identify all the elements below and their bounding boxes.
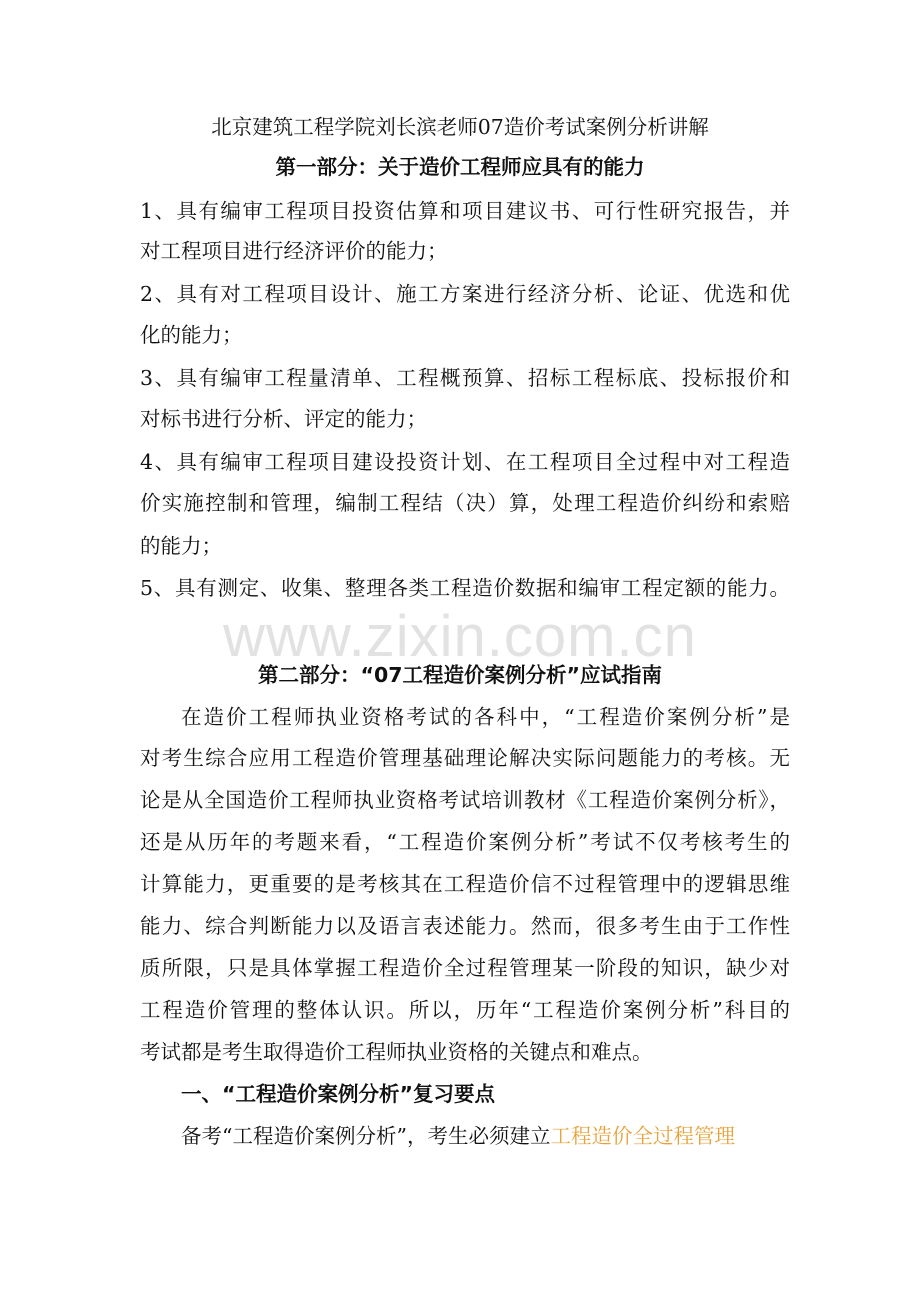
paragraph-line: 考试都是考生取得造价工程师执业资格的关键点和难点。	[140, 1040, 653, 1064]
part1-line: 5、具有测定、收集、整理各类工程造价数据和编审工程定额的能力。	[140, 576, 790, 600]
paragraph-line: 论是从全国造价工程师执业资格考试培训教材《工程造价案例分析》，	[140, 788, 790, 812]
paragraph-line: 工程造价管理的整体认识。所以，历年“工程造价案例分析”科目的	[140, 998, 790, 1022]
part1-line: 对工程项目进行经济评价的能力；	[140, 239, 448, 263]
paragraph-line: 能力、综合判断能力以及语言表述能力。然而，很多考生由于工作性	[140, 914, 790, 938]
paragraph-line: 对考生综合应用工程造价管理基础理论解决实际问题能力的考核。无	[140, 746, 790, 770]
part1-line: 价实施控制和管理，编制工程结（决）算，处理工程造价纠纷和索赔	[140, 491, 790, 515]
document-title: 北京建筑工程学院刘长滨老师07造价考试案例分析讲解	[211, 115, 709, 139]
watermark: www.zixin.com.cn	[223, 604, 697, 669]
paragraph-line: 还是从历年的考题来看，“工程造价案例分析”考试不仅考核考生的	[140, 830, 790, 854]
paragraph-line: 计算能力，更重要的是考核其在工程造价信不过程管理中的逻辑思维	[140, 872, 790, 896]
part1-heading: 第一部分：关于造价工程师应具有的能力	[275, 155, 645, 179]
part1-line: 1、具有编审工程项目投资估算和项目建议书、可行性研究报告，并	[140, 199, 790, 223]
part1-line: 3、具有编审工程量清单、工程概预算、招标工程标底、投标报价和	[140, 366, 790, 390]
part1-line: 的能力；	[140, 534, 222, 558]
part1-line: 化的能力；	[140, 323, 243, 347]
last-line-text: 备考“工程造价案例分析”，考生必须建立	[181, 1124, 551, 1148]
paragraph-line: 在造价工程师执业资格考试的各科中，“工程造价案例分析”是	[181, 705, 790, 729]
part1-line: 对标书进行分析、评定的能力；	[140, 407, 427, 431]
review-points-heading: 一、“工程造价案例分析”复习要点	[181, 1082, 495, 1106]
part1-line: 4、具有编审工程项目建设投资计划、在工程项目全过程中对工程造	[140, 450, 790, 474]
paragraph-line: 质所限，只是具体掌握工程造价全过程管理某一阶段的知识，缺少对	[140, 956, 790, 980]
part1-line: 2、具有对工程项目设计、施工方案进行经济分析、论证、优选和优	[140, 282, 790, 306]
last-paragraph-line	[181, 1121, 790, 1151]
part2-heading: 第二部分：“07工程造价案例分析”应试指南	[258, 663, 662, 687]
full-process-management-link[interactable]: 工程造价全过程管理	[550, 1124, 735, 1148]
